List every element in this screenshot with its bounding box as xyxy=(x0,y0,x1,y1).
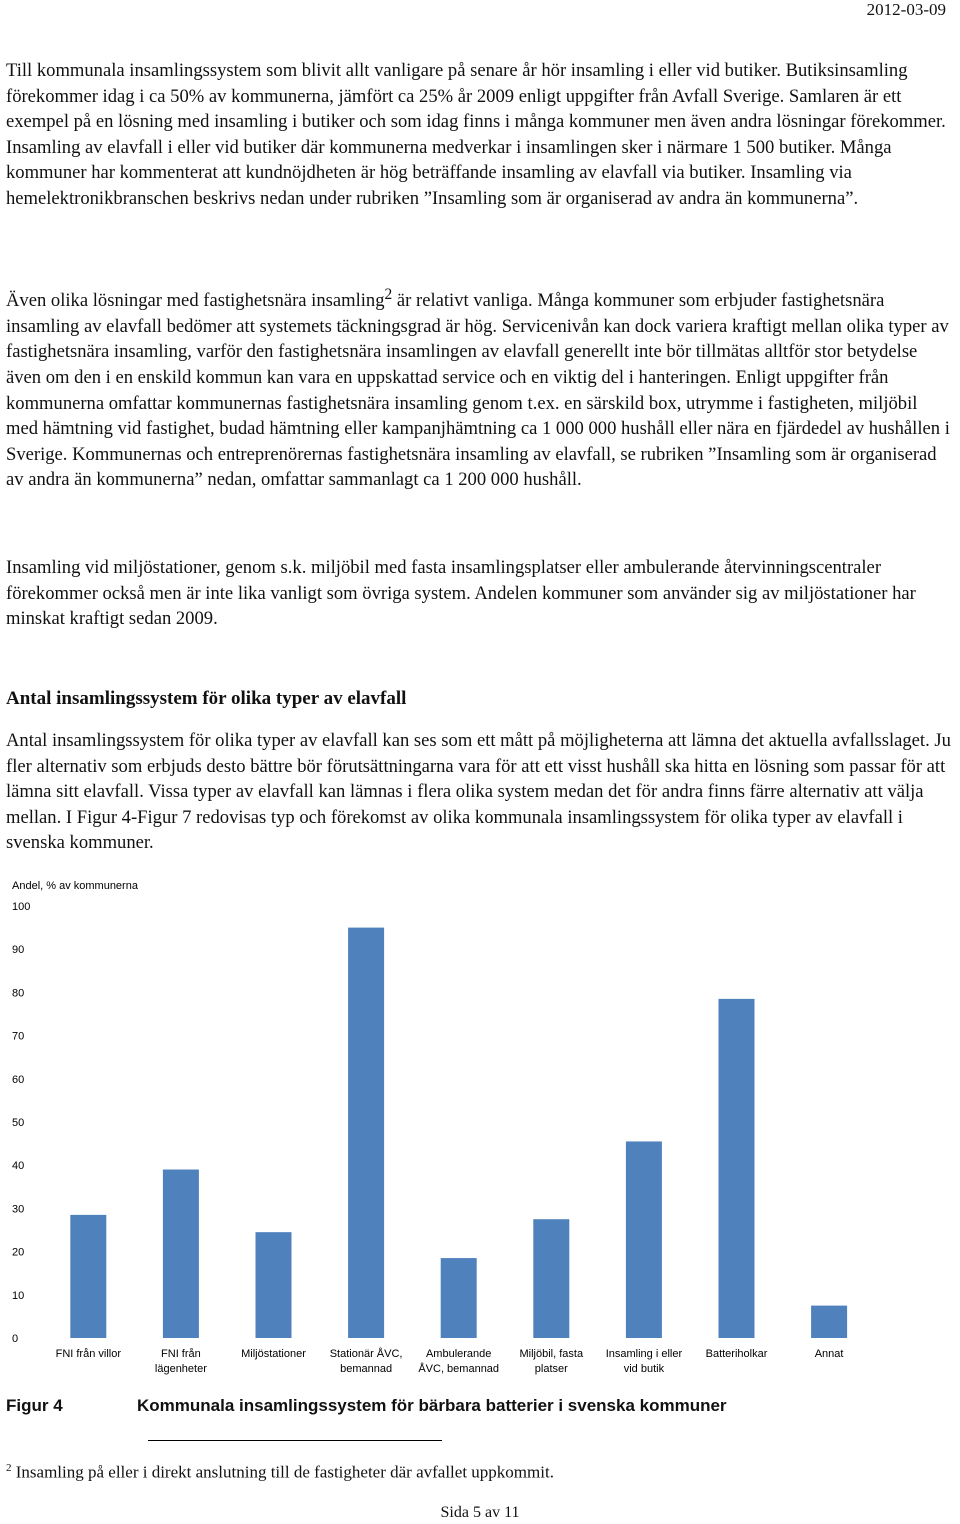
bar-chart xyxy=(0,872,960,1384)
bars xyxy=(70,928,847,1338)
y-tick-label: 60 xyxy=(12,1073,25,1086)
x-tick-label: Batteriholkar xyxy=(705,1348,768,1360)
y-tick-label: 90 xyxy=(12,944,25,957)
bar xyxy=(70,1215,106,1338)
y-tick-label: 20 xyxy=(12,1246,25,1259)
x-tick-label: Ambulerande ÅVC, bemannad xyxy=(418,1348,500,1375)
footnote-ref: 2 xyxy=(384,286,393,303)
bar xyxy=(811,1306,847,1338)
bar xyxy=(626,1141,662,1338)
y-tick-label: 10 xyxy=(12,1289,25,1302)
paragraph-antal-system xyxy=(6,728,954,856)
figure-caption: Kommunala insamlingssystem för bärbara batterier i svenska kommuner xyxy=(137,1396,727,1415)
paragraph-text: Antal insamlingssystem för olika typer av elavfall kan ses som ett mått på möjligheterna att lämna det aktuella avfallsslaget. Ju fler alternativ som erbjuds desto bättre bör förutsättningarna vara för att ett visst hushåll ska hitta en lösning som passar för att lämna sitt elavfall. Vissa typer av elavfall kan lämnas i flera olika system medan det för andra finns färre alternativ att välja mellan. I Figur 4-Figur 7 redovisas typ och förekomst av olika kommunala insamlingssystem för olika typer av elavfall i svenska kommuner. xyxy=(6,730,951,854)
paragraph-text: Till kommunala insamlingssystem som blivit allt vanligare på senare år hör insamling i eller vid butiker. Butiksinsamling förekommer idag i ca 50% av kommunerna, jämfört ca 25% år 2009 enligt uppgifter från Avfall Sverige. Samlaren är ett exempel på en lösning med insamling i butiker och som idag finns i många kommuner men även andra lösningar förekommer. Insamling av elavfall i eller vid butiker där kommunerna medverkar i insamlingen sker i närmare 1 500 butiker. Många kommuner har kommenterat att kundnöjdheten är hög beträffande insamling av elavfall via butiker. Insamling via hemelektronikbranschen beskrivs nedan under rubriken ”Insamling som är organiserad av andra än kommunerna”. xyxy=(6,60,946,209)
page-number: Sida 5 av 11 xyxy=(440,1504,520,1521)
y-tick-label: 70 xyxy=(12,1030,25,1043)
footnote-number: 2 xyxy=(6,1462,12,1474)
y-tick-label: 0 xyxy=(12,1333,19,1345)
x-tick-label: FNI från lägenheter xyxy=(154,1348,207,1375)
y-tick-label: 40 xyxy=(12,1160,25,1173)
paragraph-fastighetsnara xyxy=(6,282,954,493)
x-tick-label: Miljöstationer xyxy=(241,1348,306,1360)
paragraph-text: Insamling vid miljöstationer, genom s.k. miljöbil med fasta insamlingsplatser eller ambulerande återvinningscentraler förekommer också men är inte lika vanligt som övriga system. Andelen kommuner som använder sig av miljöstationer har minskat kraftigt sedan 2009. xyxy=(6,557,916,630)
bar xyxy=(533,1219,569,1338)
y-tick-label: 50 xyxy=(12,1117,25,1129)
x-tick-label: Annat xyxy=(814,1348,844,1360)
paragraph-miljostationer xyxy=(6,555,954,632)
y-axis-ticks xyxy=(12,901,30,1345)
x-axis-labels xyxy=(56,1347,844,1375)
header-date: 2012-03-09 xyxy=(866,0,946,19)
figure-label: Figur 4 xyxy=(6,1396,63,1415)
bar xyxy=(719,999,755,1338)
bar xyxy=(348,928,384,1338)
footnote-divider xyxy=(148,1440,442,1441)
x-tick-label: FNI från villor xyxy=(55,1348,122,1360)
y-tick-label: 30 xyxy=(12,1203,25,1216)
x-tick-label: Insamling i eller vid butik xyxy=(605,1348,683,1375)
y-axis-label: Andel, % av kommunerna xyxy=(12,880,138,892)
y-tick-label: 100 xyxy=(12,901,31,913)
y-tick-label: 80 xyxy=(12,987,25,1000)
paragraph-text xyxy=(6,282,954,493)
bar xyxy=(256,1232,292,1338)
bar xyxy=(441,1258,477,1338)
footnote-text: Insamling på eller i direkt anslutning till de fastigheter där avfallet uppkommit. xyxy=(15,1462,554,1482)
footnote xyxy=(6,1462,554,1483)
bar xyxy=(163,1170,199,1338)
paragraph-butiksinsamling xyxy=(6,58,954,212)
paragraph-text-end: är relativt vanliga. Många kommuner som erbjuder fastighetsnära insamling av elavfall bedömer att systemets täckningsgrad är hög. Servicenivån kan dock variera kraftigt mellan olika typer av fastighetsnära insamling, varför den fastighetsnära insamlingen av elavfall generellt inte bör tillmätas alltför stor betydelse även om den i en enskild kommun kan vara en uppskattad service och en viktig del i hanteringen. Enligt uppgifter från kommunerna omfattar kommunernas fastighetsnära insamling genom t.ex. en särskild box, utrymme i fastigheten, miljöbil med hämtning vid fastighet, budad hämtning eller kampanjhämtning ca 1 000 000 hushåll eller nära en fjärdedel av hushållen i Sverige. Kommunernas och entreprenörernas fastighetsnära insamling av elavfall, se rubriken ”Insamling som är organiserad av andra än kommunerna” nedan, omfattar sammanlagt ca 1 200 000 hushåll. xyxy=(6,290,950,491)
x-tick-label: Miljöbil, fasta platser xyxy=(519,1348,584,1375)
x-tick-label: Stationär ÅVC, bemannad xyxy=(329,1348,403,1375)
section-heading: Antal insamlingssystem för olika typer av elavfall xyxy=(6,688,407,709)
paragraph-text-start: Även olika lösningar med fastighetsnära insamling xyxy=(6,290,385,312)
